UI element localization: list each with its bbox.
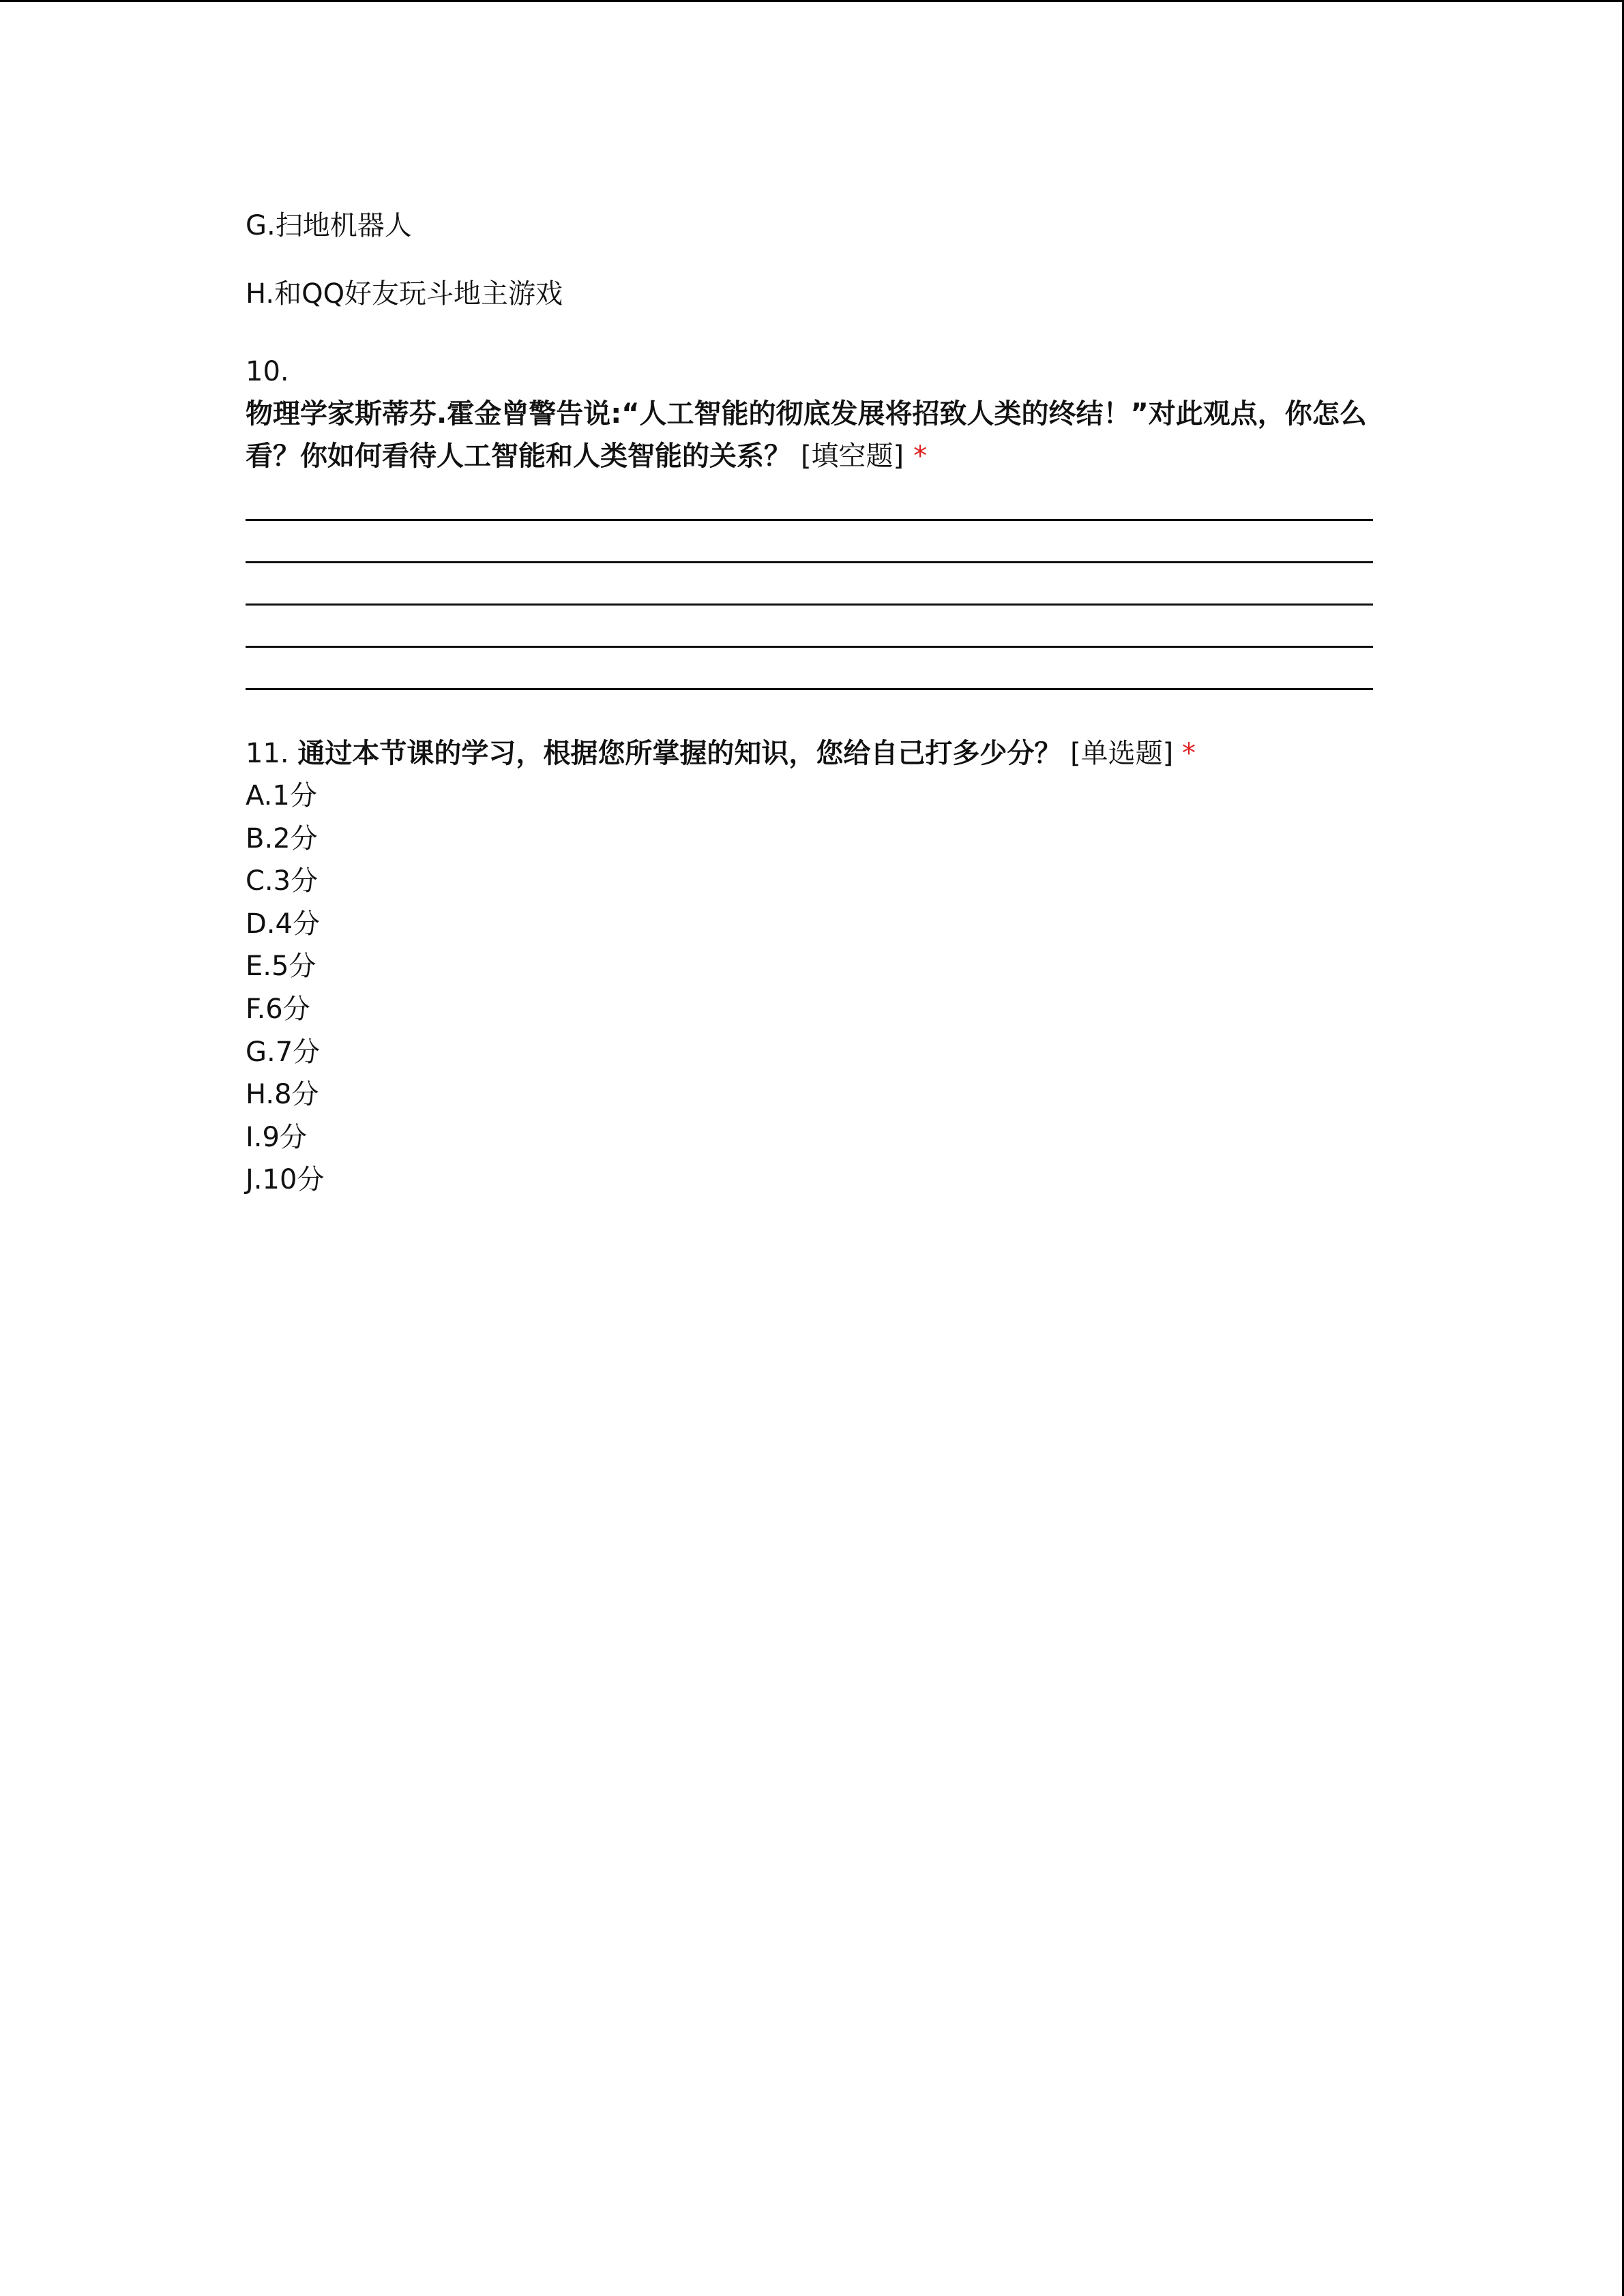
question-10-body: 物理学家斯蒂芬.霍金曾警告说:“人工智能的彻底发展将招致人类的终结！”对此观点，你怎么看？你如何看待人工智能和人类智能的关系？ [246, 398, 1367, 472]
option-c-3-points[interactable]: C.3分 [246, 865, 319, 897]
option-h-8-points[interactable]: H.8分 [246, 1079, 319, 1111]
page-border-top [0, 0, 1624, 2]
survey-content [246, 205, 1373, 1202]
answer-blank-line[interactable] [246, 648, 1373, 690]
question-10-required-mark: * [913, 441, 928, 472]
question-11-required-mark: * [1182, 738, 1196, 769]
question-11-body: 通过本节课的学习，根据您所掌握的知识，您给自己打多少分？ [297, 738, 1062, 769]
question-10-number: 10. [246, 356, 289, 387]
answer-blank-line[interactable] [246, 606, 1373, 648]
question-10-type-tag: [填空题] [800, 441, 904, 472]
question-11-type-tag: [单选题] [1070, 738, 1174, 769]
question-11-options [246, 775, 1373, 1202]
option-g-sweeping-robot: G.扫地机器人 [246, 210, 412, 241]
answer-blank-line[interactable] [246, 479, 1373, 521]
option-e-5-points[interactable]: E.5分 [246, 951, 316, 983]
option-g-7-points[interactable]: G.7分 [246, 1036, 321, 1068]
option-b-2-points[interactable]: B.2分 [246, 822, 318, 854]
question-11-text [246, 732, 1373, 775]
answer-blank-line[interactable] [246, 521, 1373, 563]
answer-blank-line[interactable] [246, 563, 1373, 606]
option-d-4-points[interactable]: D.4分 [246, 908, 320, 940]
option-a-1-point[interactable]: A.1分 [246, 780, 317, 811]
option-j-10-points[interactable]: J.10分 [246, 1164, 325, 1196]
option-f-6-points[interactable]: F.6分 [246, 993, 310, 1025]
option-i-9-points[interactable]: I.9分 [246, 1121, 307, 1153]
question-11-number: 11. [246, 738, 289, 769]
question-10-answer-area[interactable] [246, 479, 1373, 690]
question-10-text [246, 393, 1373, 477]
option-h-qq-doudizhu: H.和QQ好友玩斗地主游戏 [246, 278, 563, 310]
